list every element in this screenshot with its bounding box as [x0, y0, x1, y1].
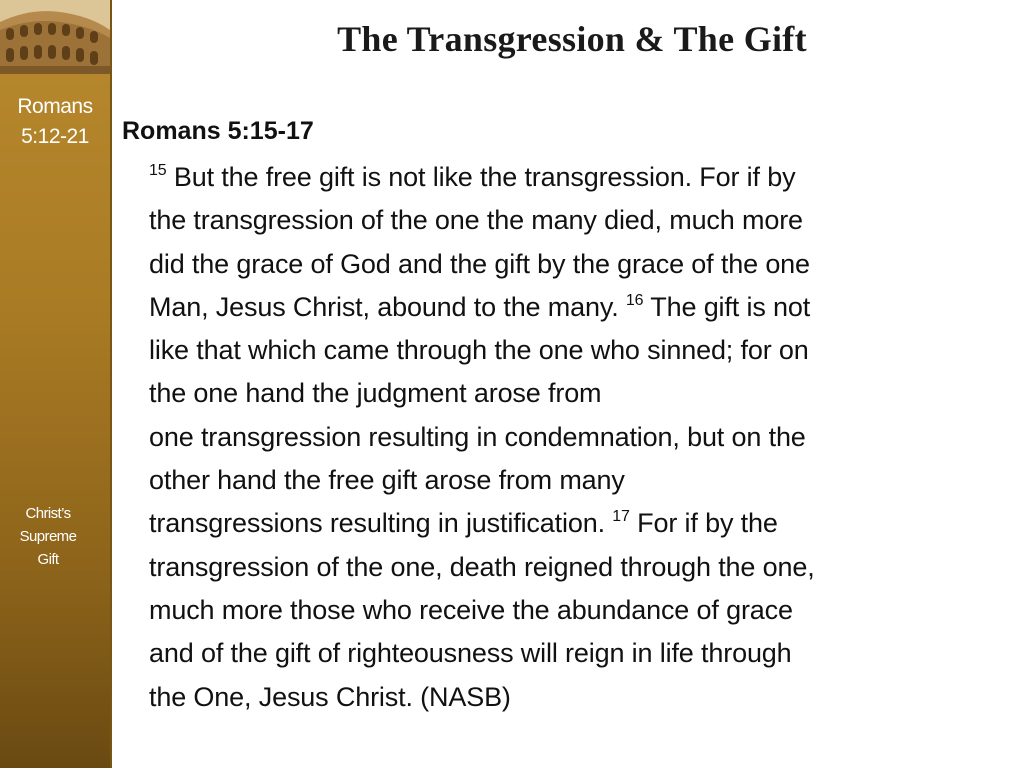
colosseum-image [0, 0, 110, 74]
sidebar-book-name: Romans [17, 95, 93, 118]
passage-line: transgression of the one, death reigned through the one, [149, 551, 815, 582]
passage-line: and of the gift of righteousness will reign in life through [149, 638, 792, 669]
passage-line: did the grace of God and the gift by the grace of the one [149, 248, 810, 279]
sidebar-topic-line: Christ’s [25, 505, 71, 522]
sidebar-book-reference [0, 92, 110, 152]
passage-line: $^{15}$ But the free gift is not like the transgression. For if by [149, 162, 796, 192]
passage-line: the One, Jesus Christ. (NASB) [149, 681, 511, 712]
sidebar-topic-line: Gift [37, 551, 59, 568]
sidebar [0, 0, 112, 768]
slide-title: The Transgression & The Gift [337, 19, 807, 59]
verse-number: 17 [612, 508, 630, 526]
verse-number: 15 [149, 162, 167, 179]
passage-line: other hand the free gift arose from many [149, 465, 625, 496]
passage-reference: Romans 5:15-17 [122, 117, 314, 145]
sidebar-topic-line: Supreme [19, 528, 77, 545]
passage-text [149, 156, 999, 719]
passage-line: transgressions resulting in justification. $^{17}$ For if by the [149, 508, 778, 539]
passage-line: one transgression resulting in condemnation, but on the [149, 421, 806, 452]
passage-line: the transgression of the one the many died, much more [149, 205, 803, 236]
passage-line: Man, Jesus Christ, abound to the many. $^{16}$ The gift is not [149, 291, 811, 322]
sidebar-chapter-range: 5:12-21 [21, 125, 89, 148]
passage-line: like that which came through the one who sinned; for on [149, 335, 809, 366]
verse-number: 16 [625, 291, 644, 309]
passage-line: the one hand the judgment arose from [149, 378, 602, 409]
sidebar-topic [0, 502, 96, 571]
colosseum-illustration [0, 0, 110, 74]
passage-line: much more those who receive the abundance of grace [149, 594, 793, 625]
